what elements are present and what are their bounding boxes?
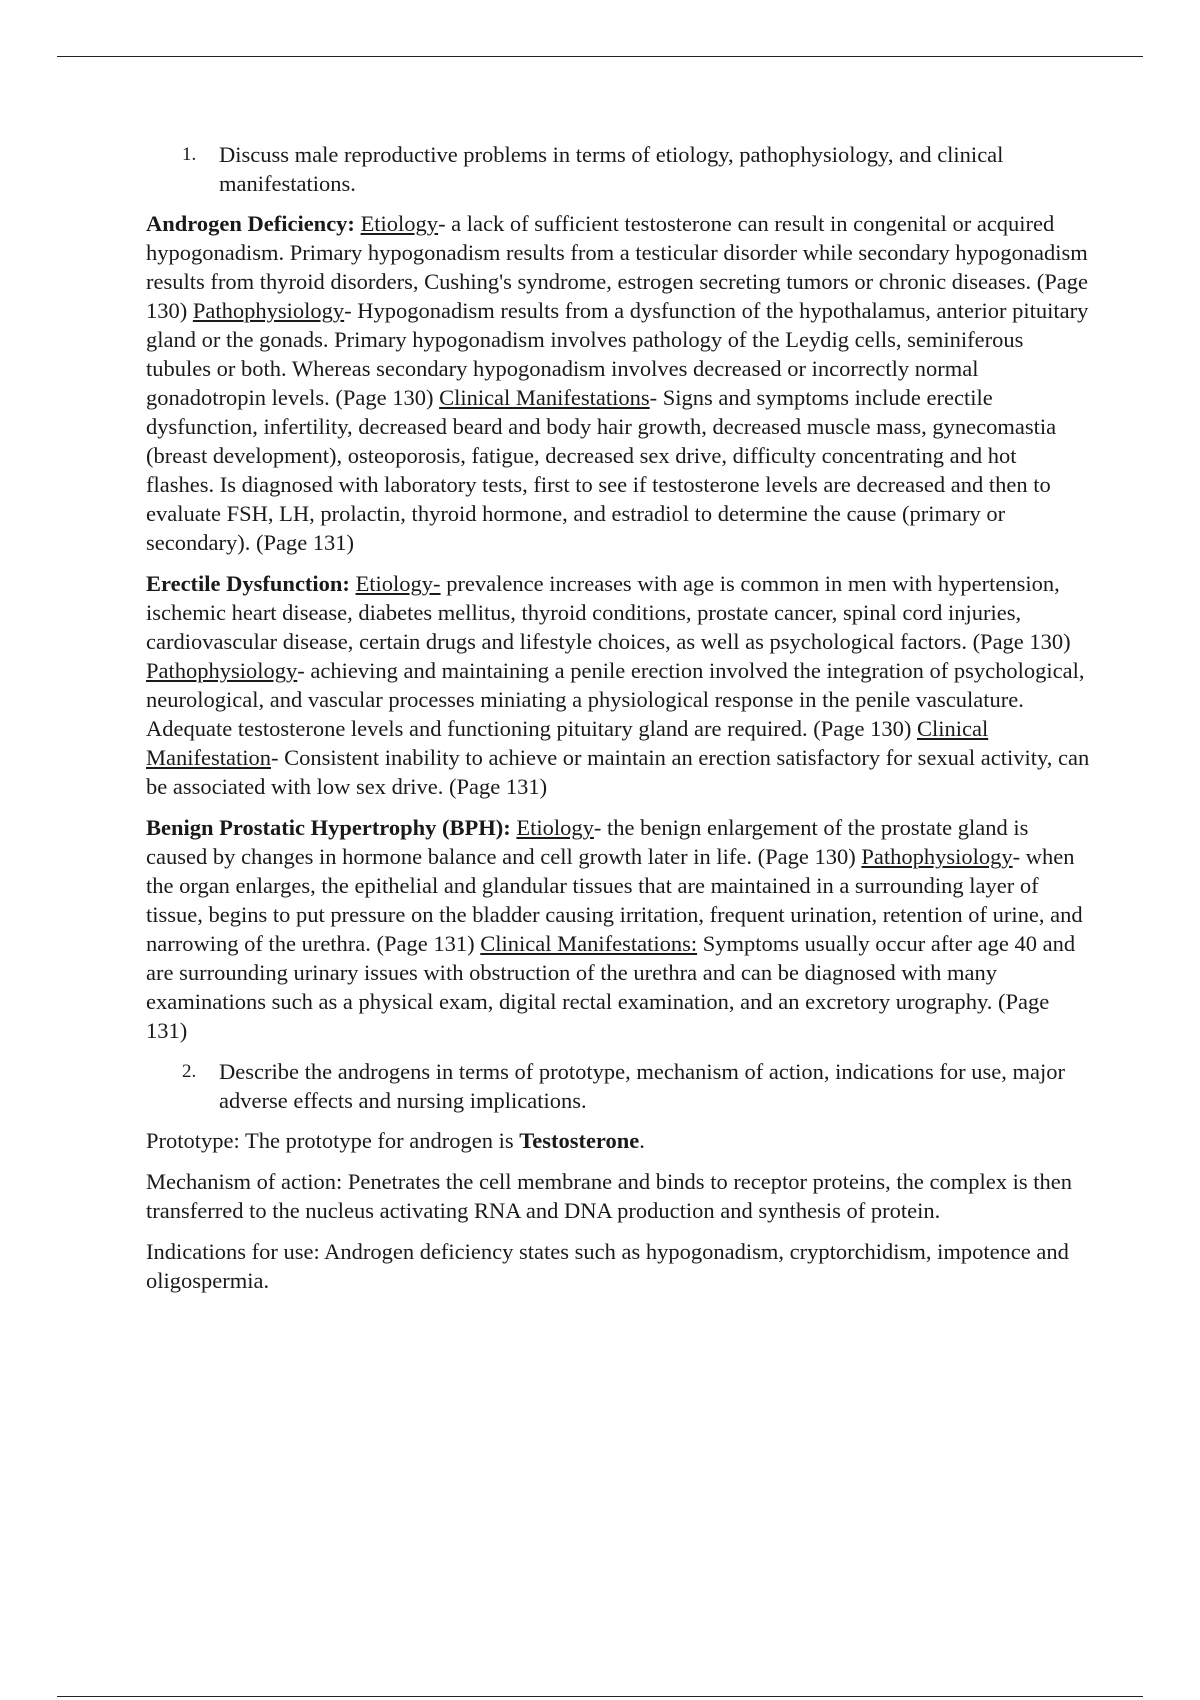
clinical-manifestations-text: - Signs and symptoms include erectile dysfunction, infertility, decreased beard and body hair growth, decreased muscle mass, gynecomastia (breast development), osteoporosis, fatigue, decreased sex drive, difficulty concentrating and hot flashes. Is diagnosed with laboratory tests, first to see if testosterone levels are decreased and then to evaluate FSH, LH, prolactin, thyroid hormone, and estradiol to determine the cause (primary or secondary). (Page 131)	[146, 385, 1057, 555]
indications-paragraph: Indications for use: Androgen deficiency states such as hypogonadism, cryptorchidism, impotence and oligospermia.	[146, 1239, 1069, 1293]
pathophysiology-text: - achieving and maintaining a penile erection involved the integration of psychological, neurological, and vascular processes miniating a physiological response in the penile vasculature. Adequate testosterone levels and functioning pituitary gland are required. (Page 130)	[146, 658, 1085, 741]
erectile-dysfunction-paragraph	[146, 569, 1090, 801]
prototype-text: Prototype: The prototype for androgen is	[146, 1128, 520, 1153]
prototype-paragraph	[146, 1126, 1090, 1155]
mechanism-paragraph: Mechanism of action: Penetrates the cell membrane and binds to receptor proteins, the complex is then transferred to the nucleus activating RNA and DNA production and synthesis of protein.	[146, 1169, 1072, 1223]
etiology-text: prevalence increases with age is common in men with hypertension, ischemic heart disease, diabetes mellitus, thyroid conditions, prostate cancer, spinal cord injuries, cardiovascular disease, certain drugs and lifestyle choices, as well as psychological factors. (Page 130)	[146, 571, 1071, 654]
clinical-manifestations-label: Clinical Manifestations:	[480, 931, 698, 956]
pathophysiology-text: - Hypogonadism results from a dysfunction of the hypothalamus, anterior pituitary gland or the gonads. Primary hypogonadism involves pathology of the Leydig cells, seminiferous tubules or both. Whereas secondary hypogonadism involves decreased or incorrectly normal gonadotropin levels. (Page 130)	[146, 298, 1089, 410]
question-2	[182, 1057, 1090, 1115]
pathophysiology-text: - when the organ enlarges, the epithelial and glandular tissues that are maintained in a surrounding layer of tissue, begins to put pressure on the bladder causing irritation, frequent urination, retention of urine, and narrowing of the urethra. (Page 131)	[146, 844, 1083, 956]
bph-paragraph	[146, 813, 1090, 1045]
etiology-label: Etiology	[516, 815, 594, 840]
clinical-manifestation-text: - Consistent inability to achieve or maintain an erection satisfactory for sexual activity, can be associated with low sex drive. (Page 131)	[146, 745, 1090, 799]
etiology-label: Etiology-	[355, 571, 441, 596]
section-heading: Androgen Deficiency:	[146, 211, 355, 236]
pathophysiology-label: Pathophysiology	[146, 658, 298, 683]
etiology-text: - a lack of sufficient testosterone can result in congenital or acquired hypogonadism. Primary hypogonadism results from a testicular disorder while secondary hypogonadism results from thyroid disorders, Cushing's syndrome, estrogen secreting tumors or chronic diseases. (Page 130)	[146, 211, 1089, 323]
clinical-manifestation-label: Clinical Manifestation	[146, 716, 989, 770]
prototype-drug: Testosterone	[519, 1128, 640, 1153]
question-text: Discuss male reproductive problems in terms of etiology, pathophysiology, and clinical manifestations.	[219, 142, 1004, 196]
question-text: Describe the androgens in terms of prototype, mechanism of action, indications for use, major adverse effects and nursing implications.	[219, 1059, 1066, 1113]
pathophysiology-label: Pathophysiology	[192, 298, 345, 323]
section-heading: Erectile Dysfunction:	[146, 571, 350, 596]
etiology-text: - the benign enlargement of the prostate gland is caused by changes in hormone balance and cell growth later in life. (Page 130)	[146, 815, 1029, 869]
etiology-label: Etiology	[360, 211, 439, 236]
prototype-end: .	[639, 1128, 645, 1153]
section-heading: Benign Prostatic Hypertrophy (BPH):	[146, 815, 511, 840]
question-number: 1.	[182, 144, 197, 165]
question-1	[182, 140, 1090, 198]
clinical-manifestations-label: Clinical Manifestations	[439, 385, 650, 410]
bottom-rule	[57, 1696, 1143, 1697]
document-body	[146, 140, 1090, 1307]
pathophysiology-label: Pathophysiology	[861, 844, 1013, 869]
question-number: 2.	[182, 1061, 197, 1082]
top-rule	[57, 56, 1143, 57]
clinical-manifestations-text: Symptoms usually occur after age 40 and are surrounding urinary issues with obstruction of the urethra and can be diagnosed with many examinations such as a physical exam, digital rectal examination, and an excretory urography. (Page 131)	[146, 931, 1076, 1043]
androgen-deficiency-paragraph	[146, 209, 1090, 557]
